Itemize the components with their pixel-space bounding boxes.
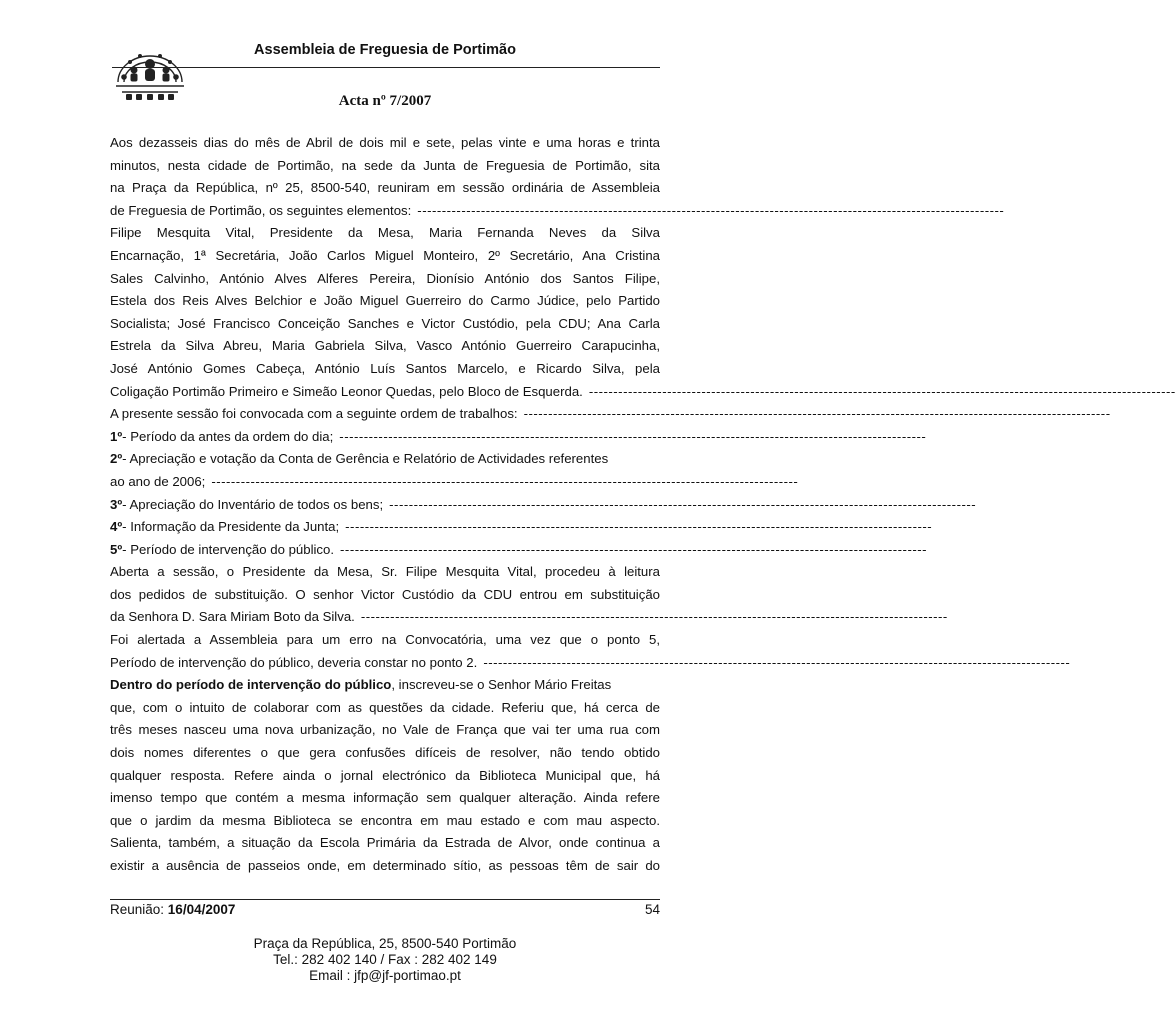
text-line: A presente sessão foi convocada com a seguinte ordem de trabalhos: ------------------------------------------------------------------------------------------------------------------------ [110, 403, 660, 426]
text-line: dois nomes diferentes o que gera confusões difíceis de resolver, não tendo obtido [110, 745, 660, 761]
text-line: Período de intervenção do público, deveria constar no ponto 2. ------------------------------------------------------------------------------------------------------------------------ [110, 652, 660, 675]
text-line: Dentro do período de intervenção do público , inscreveu-se o Senhor Mário Freitas [110, 674, 660, 697]
dash-leader: ------------------------------------------------------------------------------------------------------------------------ [360, 609, 948, 625]
text-line: qualquer resposta. Refere ainda o jornal electrónico da Biblioteca Municipal que, há [110, 767, 660, 783]
text-line: Aberta a sessão, o Presidente da Mesa, Sr. Filipe Mesquita Vital, procedeu à leitura [110, 564, 660, 580]
text-line: Socialista; José Francisco Conceição Sanches e Victor Custódio, pela CDU; Ana Carla [110, 315, 660, 331]
text-line: dos pedidos de substituição. O senhor Victor Custódio da CDU entrou em substituição [110, 586, 660, 602]
agenda-item-1: 1º - Período da antes da ordem do dia; ------------------------------------------------------------------------------------------------------------------------ [110, 426, 660, 449]
footer-meeting-row [110, 902, 660, 917]
phone-fax: Tel.: 282 402 140 / Fax : 282 402 149 [273, 952, 497, 967]
dash-leader: ------------------------------------------------------------------------------------------------------------------------ [389, 496, 977, 512]
text-line: minutos, nesta cidade de Portimão, na sede da Junta de Freguesia de Portimão, sita [110, 157, 660, 173]
text-line: três meses nasceu uma nova urbanização, no Vale de França que vai ter uma rua com [110, 722, 660, 738]
organization-title: Assembleia de Freguesia de Portimão [254, 42, 516, 58]
contact-block [0, 936, 770, 984]
agenda-item-3: 3º - Apreciação do Inventário de todos os bens; ------------------------------------------------------------------------------------------------------------------------ [110, 494, 660, 517]
footer-divider [110, 899, 660, 900]
text-line: Aos dezasseis dias do mês de Abril de dois mil e sete, pelas vinte e uma horas e trinta [110, 135, 660, 150]
address: Praça da República, 25, 8500-540 Portimão [253, 936, 517, 951]
text-line: Filipe Mesquita Vital, Presidente da Mesa, Maria Fernanda Neves da Silva [110, 225, 660, 241]
text-line: imenso tempo que contém a mesma informação sem qualquer alteração. Ainda refere [110, 790, 660, 806]
text-line: Sales Calvinho, António Alves Alferes Pereira, Dionísio António dos Santos Filipe, [110, 270, 660, 286]
dash-leader: ------------------------------------------------------------------------------------------------------------------------ [339, 428, 927, 444]
dash-leader: ------------------------------------------------------------------------------------------------------------------------ [211, 473, 799, 489]
agenda-item-2: 2º - Apreciação e votação da Conta de Gerência e Relatório de Actividades referentes [110, 451, 609, 467]
meeting-info: Reunião: 16/04/2007 [110, 902, 236, 917]
meeting-date: 16/04/2007 [167, 902, 236, 917]
dash-leader: ------------------------------------------------------------------------------------------------------------------------ [588, 383, 1176, 399]
text-line: na Praça da República, nº 25, 8500-540, reuniram em sessão ordinária de Assembleia [110, 180, 660, 196]
dash-leader: ------------------------------------------------------------------------------------------------------------------------ [483, 654, 1071, 670]
text-line: que o jardim da mesma Biblioteca se encontra em mau estado e com mau aspecto. [110, 812, 660, 828]
dash-leader: ------------------------------------------------------------------------------------------------------------------------ [523, 406, 1111, 422]
text-line: existir a ausência de passeios onde, em determinado sítio, as pessoas têm de sair do [110, 858, 660, 873]
dash-leader: ------------------------------------------------------------------------------------------------------------------------ [345, 519, 933, 535]
text-line: Salienta, também, a situação da Escola Primária da Estrada de Alvor, onde continua a [110, 835, 660, 851]
dash-leader: ------------------------------------------------------------------------------------------------------------------------ [340, 541, 928, 557]
text-line: José António Gomes Cabeça, António Luís Santos Marcelo, e Ricardo Silva, pela [110, 360, 660, 376]
dash-leader: ------------------------------------------------------------------------------------------------------------------------ [417, 202, 1005, 218]
text-line: Foi alertada a Assembleia para um erro na Convocatória, uma vez que o ponto 5, [110, 632, 660, 648]
minutes-body [110, 132, 1176, 878]
header-divider [112, 67, 660, 68]
text-line: de Freguesia de Portimão, os seguintes elementos: ------------------------------------------------------------------------------------------------------------------------ [110, 200, 660, 223]
page-number: 54 [644, 902, 660, 917]
text-line: da Senhora D. Sara Miriam Boto da Silva. ------------------------------------------------------------------------------------------------------------------------ [110, 606, 660, 629]
text-line: ao ano de 2006; ------------------------------------------------------------------------------------------------------------------------ [110, 471, 660, 494]
text-line: Estrela da Silva Abreu, Maria Gabriela Silva, Vasco António Guerreiro Carapucinha, [110, 338, 660, 354]
document-title: Acta nº 7/2007 [338, 93, 432, 109]
text-line: Encarnação, 1ª Secretária, João Carlos Miguel Monteiro, 2º Secretário, Ana Cristina [110, 247, 660, 263]
text-line: Estela dos Reis Alves Belchior e João Miguel Guerreiro do Carmo Júdice, pelo Partido [110, 293, 660, 309]
section-heading: Dentro do período de intervenção do público [110, 677, 392, 693]
email: Email : jfp@jf-portimao.pt [309, 968, 461, 983]
text-line: Coligação Portimão Primeiro e Simeão Leonor Quedas, pelo Bloco de Esquerda. ------------------------------------------------------------------------------------------------------------------------ [110, 381, 660, 404]
text-line: que, com o intuito de colaborar com as questões da cidade. Referiu que, há cerca de [110, 699, 660, 715]
agenda-item-4: 4º - Informação da Presidente da Junta; ------------------------------------------------------------------------------------------------------------------------ [110, 516, 660, 539]
agenda-item-5: 5º - Período de intervenção do público. ------------------------------------------------------------------------------------------------------------------------ [110, 539, 660, 562]
